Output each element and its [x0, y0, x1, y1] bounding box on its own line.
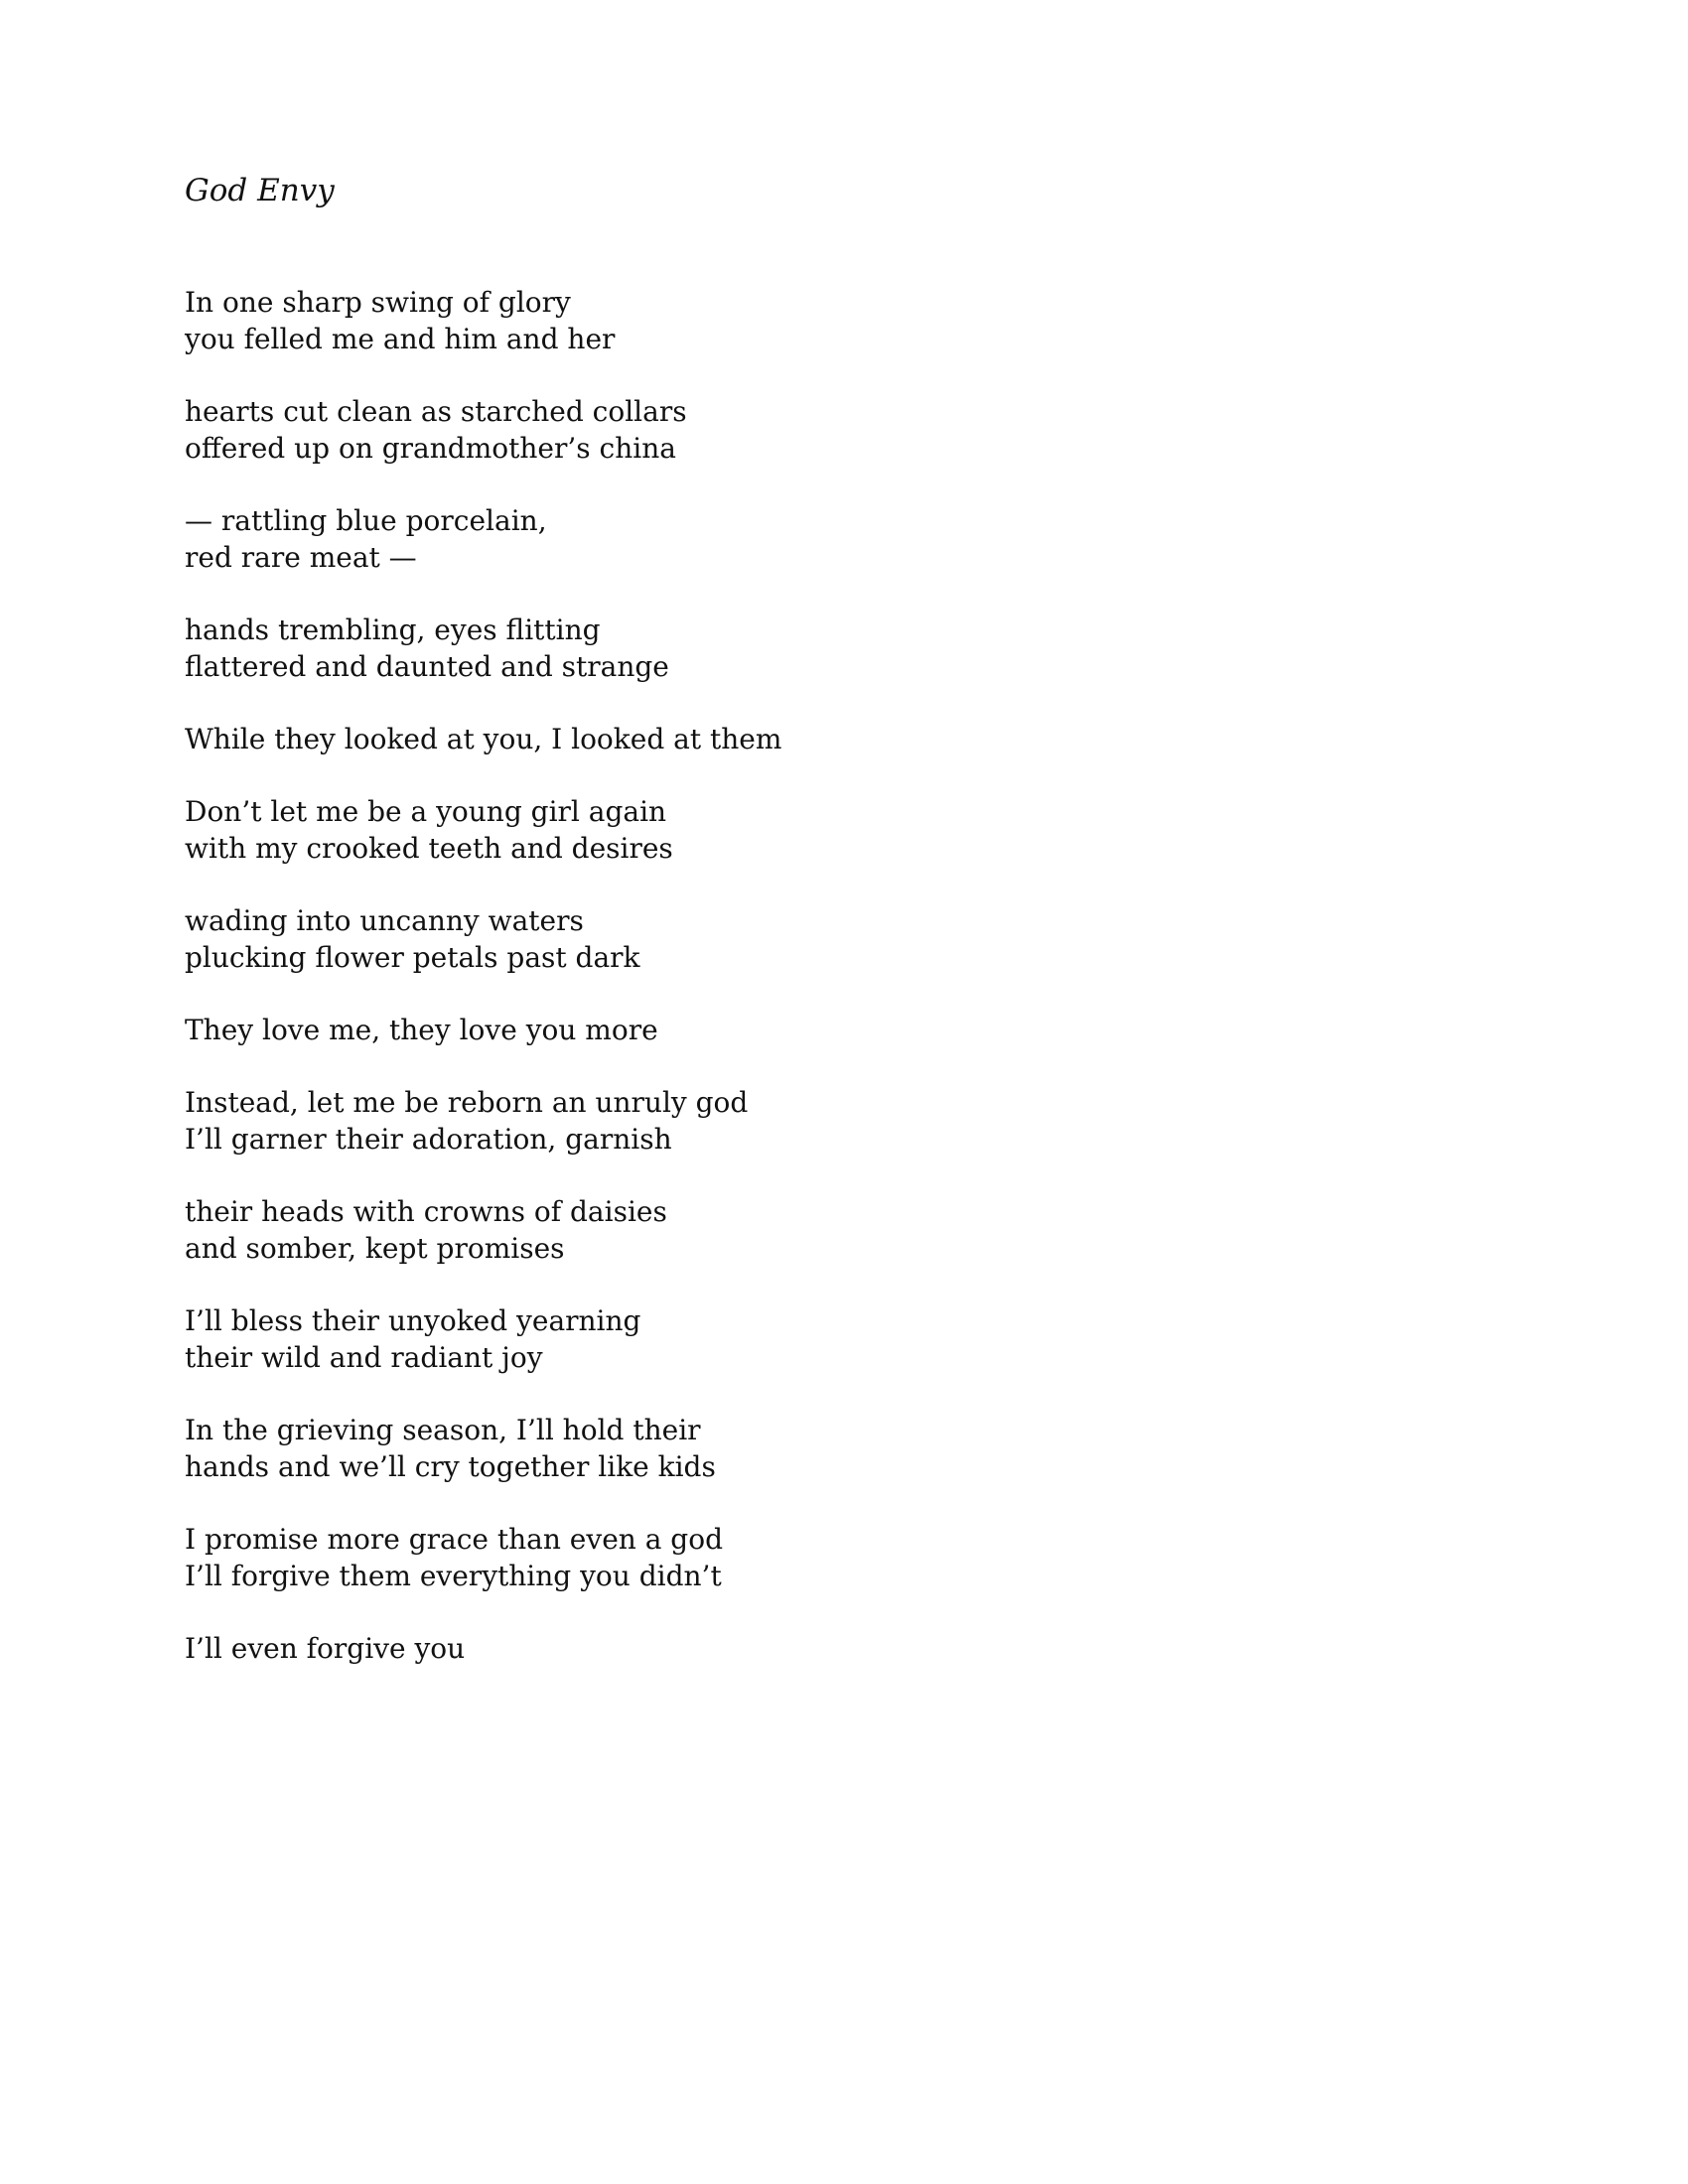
- poem-line: I’ll bless their unyoked yearning: [185, 1304, 641, 1337]
- stanza: [185, 612, 1277, 685]
- stanza: [185, 902, 1277, 976]
- poem-line: In the grieving season, I’ll hold their: [185, 1414, 701, 1446]
- stanza: [185, 1302, 1277, 1376]
- poem-line: plucking flower petals past dark: [185, 941, 640, 974]
- poem-line: their heads with crowns of daisies: [185, 1195, 667, 1228]
- poem-line: you felled me and him and her: [185, 323, 616, 355]
- poem-line: I promise more grace than even a god: [185, 1523, 723, 1556]
- stanza: [185, 1193, 1277, 1267]
- poem-title: God Envy: [185, 173, 335, 208]
- poem-line: wading into uncanny waters: [185, 904, 584, 937]
- poem-line: Instead, let me be reborn an unruly god: [185, 1086, 749, 1119]
- stanza: [185, 721, 1277, 757]
- poem-line: — rattling blue porcelain,: [185, 504, 547, 537]
- poem-line: red rare meat —: [185, 541, 417, 574]
- poem-line: offered up on grandmother’s china: [185, 432, 676, 465]
- poem-line: hearts cut clean as starched collars: [185, 395, 687, 428]
- poem-line: flattered and daunted and strange: [185, 650, 669, 683]
- stanza: [185, 1521, 1277, 1594]
- poem-line: Don’t let me be a young girl again: [185, 795, 667, 828]
- poem-line: their wild and radiant joy: [185, 1341, 543, 1374]
- poem-body: [185, 284, 1277, 1703]
- poem-line: I’ll garner their adoration, garnish: [185, 1123, 672, 1156]
- stanza: [185, 393, 1277, 467]
- poem-line: with my crooked teeth and desires: [185, 832, 673, 865]
- poem-line: In one sharp swing of glory: [185, 286, 571, 319]
- poem-line: hands and we’ll cry together like kids: [185, 1450, 716, 1483]
- poem-line: and somber, kept promises: [185, 1232, 565, 1265]
- stanza: [185, 1412, 1277, 1485]
- stanza: [185, 1084, 1277, 1158]
- poem-line: I’ll forgive them everything you didn’t: [185, 1560, 722, 1592]
- stanza: [185, 284, 1277, 357]
- poem-line: I’ll even forgive you: [185, 1632, 466, 1665]
- poem-line: They love me, they love you more: [185, 1014, 658, 1046]
- poem-line: hands trembling, eyes flitting: [185, 614, 601, 646]
- stanza: [185, 793, 1277, 867]
- stanza: [185, 1630, 1277, 1667]
- stanza: [185, 502, 1277, 576]
- poem-line: While they looked at you, I looked at them: [185, 723, 782, 755]
- stanza: [185, 1012, 1277, 1048]
